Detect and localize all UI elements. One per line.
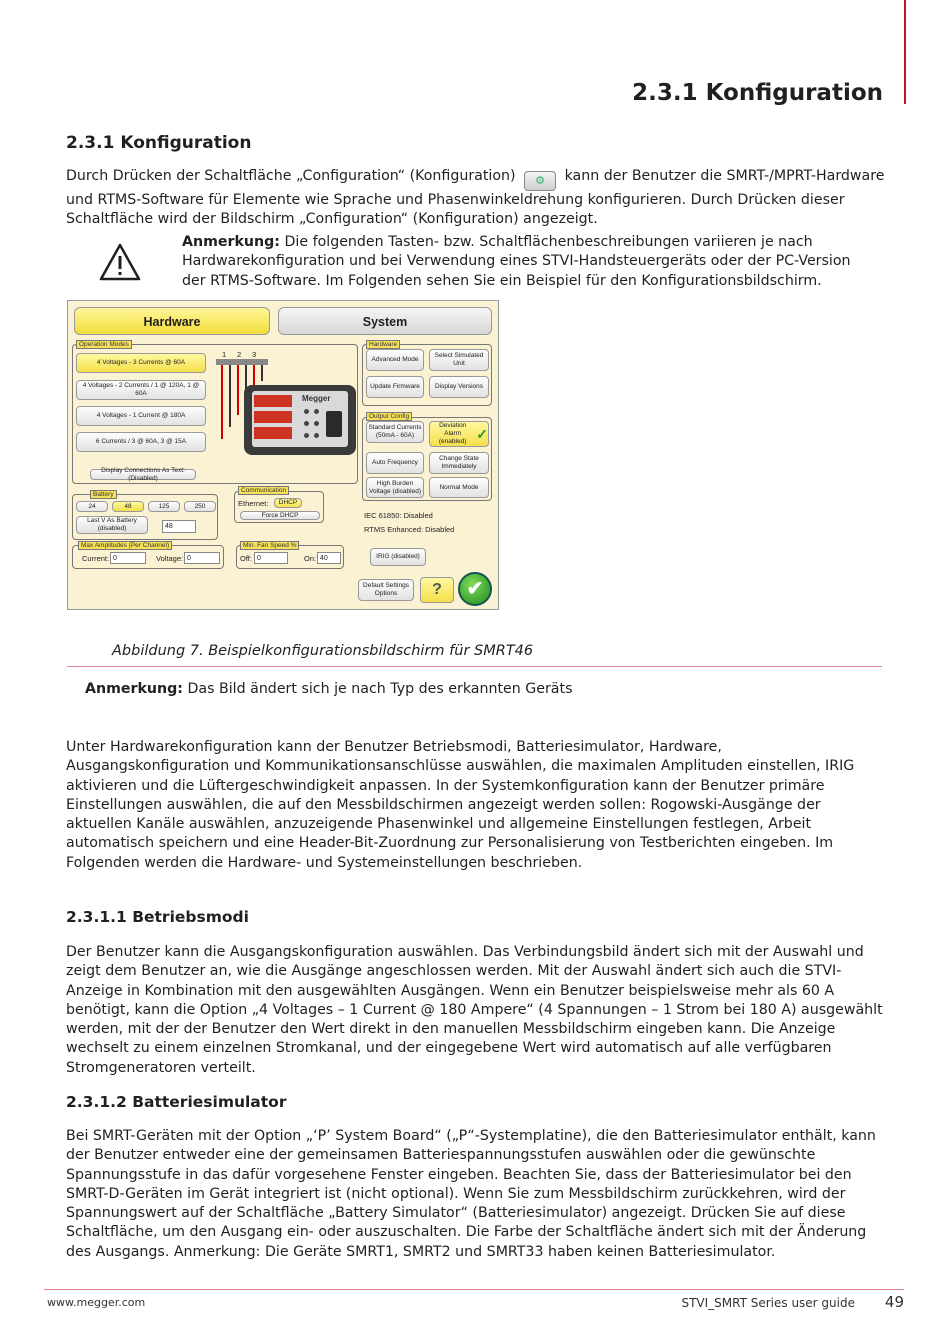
fan-speed-label: Min. Fan Speed % [240,541,299,550]
device-image [244,385,356,455]
standard-currents-button[interactable]: Standard Currents (50mA - 60A) [366,421,424,443]
display-connections-button[interactable]: Display Connections As Text: (Disabled) [90,469,196,480]
deviation-alarm-button[interactable] [429,421,489,447]
auto-frequency-button[interactable]: Auto Frequency [366,452,424,474]
batteriesimulator-heading: 2.3.1.2 Batteriesimulator [66,1093,287,1111]
fan-off-label: Off: [240,554,252,563]
fan-on-label: On: [304,554,317,563]
rtms-enhanced-status: RTMS Enhanced: Disabled [364,525,455,534]
warning-icon [98,242,142,282]
mode-button-2[interactable]: 4 Voltages - 2 Currents / 1 @ 120A, 1 @ 60A [76,380,206,400]
tab-system[interactable]: System [278,307,492,335]
tab-hardware[interactable]: Hardware [74,307,270,335]
last-v-as-battery-button[interactable]: Last V As Battery (disabled) [76,516,148,534]
voltage-label: Voltage: [156,554,184,563]
header-accent-rule [904,0,906,104]
max-amplitudes-label: Max Amplitudes (Per Channel) [78,541,172,550]
communication-label: Communication [238,486,289,495]
mode-button-4[interactable]: 6 Currents / 3 @ 60A, 3 @ 15A [76,432,206,452]
select-simulated-unit-button[interactable]: Select Simulated Unit [429,349,489,371]
footer-guide-title: STVI_SMRT Series user guide [681,1296,855,1310]
battery-label: Battery [90,490,117,499]
note-label: Anmerkung: [182,234,280,250]
betriebsmodi-heading: 2.3.1.1 Betriebsmodi [66,908,249,926]
high-burden-voltage-button[interactable]: High Burden Voltage (disabled) [366,477,424,498]
note-2-label: Anmerkung: [85,681,183,697]
default-settings-button[interactable]: Default Settings Options [358,579,414,601]
current-label: Current: [82,554,110,563]
hardware-system-paragraph: Unter Hardwarekonfiguration kann der Benutzer Betriebsmodi, Batteriesimulator, Hardware, Ausgangskonfiguration und Kommunikationsanschlüsse auswählen, die maximalen Amplituden einstellen, IRIG aktivieren und die Lüftergeschwindigkeit anpassen. In der Systemkonfiguration kann der Benutzer primäre Einstellungen auswählen, die auf den Messbildschirmen angezeigt werden sollen: Rogowski-Ausgänge der aktuellen Kanäle auswählen, anzuzeigende Phasenwinkel und allgemeine Einstellungen festlegen, Arbeit automatisch speichern und eine Header-Bit-Zuordnung zur Personalisierung von Testberichten eingeben. Im Folgenden werden die Hardware- und Systemeinstellungen beschrieben. [66,739,855,871]
normal-mode-button[interactable]: Normal Mode [429,477,489,498]
advanced-mode-button[interactable]: Advanced Mode [366,349,424,371]
battery-125-button[interactable]: 125 [148,501,180,512]
note-2-text: Das Bild ändert sich je nach Typ des erkannten Geräts [187,681,573,697]
battery-250-button[interactable]: 250 [184,501,216,512]
channel-number-1: 1 [222,350,227,359]
mode-button-1[interactable]: 4 Voltages - 3 Currents @ 60A [76,353,206,373]
intro-text-1: Durch Drücken der Schaltfläche „Configuration“ (Konfiguration) [66,168,516,184]
current-input[interactable]: 0 [110,552,146,564]
check-icon: ✓ [476,426,488,442]
voltage-input[interactable]: 0 [184,552,220,564]
configuration-screenshot [67,300,499,610]
note-block [182,233,872,291]
device-brand: Megger [302,394,331,403]
ethernet-label: Ethernet: [238,499,269,508]
operation-modes-label: Operation Modes [76,340,132,349]
mode-button-3[interactable]: 4 Voltages - 1 Current @ 180A [76,406,206,426]
battery-24-button[interactable]: 24 [76,501,108,512]
section-heading: 2.3.1 Konfiguration [66,133,252,153]
update-firmware-button[interactable]: Update Firmware [366,376,424,398]
ethernet-dhcp-button[interactable]: DHCP [274,498,302,508]
force-dhcp-button[interactable]: Force DHCP [240,511,320,520]
battery-voltage-input[interactable]: 48 [162,520,196,533]
page-number: 49 [884,1293,904,1311]
intro-text-2: kann der Benutzer die SMRT-/MPRT-Hardware und RTMS-Software für Elemente wie Sprache und Phasenwinkeldrehung konfigurieren. Durch Drücken dieser Schaltfläche wird der Bildschirm „Configuration“ (Konfiguration) angezeigt. [66,168,885,228]
help-button[interactable]: ? [420,577,454,603]
intro-paragraph [66,167,886,230]
footer-website: www.megger.com [47,1296,146,1309]
betriebsmodi-paragraph: Der Benutzer kann die Ausgangskonfiguration auswählen. Das Verbindungsbild ändert sich mit der Auswahl und zeigt dem Benutzer an, wie die Ausgänge angeschlossen werden. Mit der Auswahl ändert sich auch die STVI-Anzeige in Kombination mit den ausgewählten Ausgängen. Wenn ein Benutzer beispielsweise mehr als 60 A benötigt, kann die Option „4 Voltages – 1 Current @ 180 Ampere“ (4 Spannungen – 1 Strom bei 180 A) ausgewählt werden, mit der der Benutzer den Wert direkt in den manuellen Messbildschirm eingeben kann. Die Anzeige wechselt zu einem einzelnen Stromkanal, und der eingegebene Wert wird automatisch auf alle verfügbaren Stromgeneratoren verteilt. [66,944,883,1076]
caption-rule [67,666,882,667]
fan-on-input[interactable]: 40 [317,552,341,564]
output-config-label: Output Config [366,412,412,421]
ok-check-button[interactable]: ✔ [458,572,492,606]
deviation-alarm-label: Deviation Alarm (enabled) [438,422,467,445]
iec-61850-status: IEC 61850: Disabled [364,511,433,520]
channel-number-3: 3 [252,350,257,359]
figure-caption: Abbildung 7. Beispielkonfigurationsbildschirm für SMRT46 [112,643,534,659]
battery-48-button[interactable]: 48 [112,501,144,512]
hardware-label: Hardware [366,340,400,349]
page-header-title: 2.3.1 Konfiguration [632,80,883,106]
note-text: Die folgenden Tasten- bzw. Schaltflächenbeschreibungen variieren je nach Hardwarekonfiguration und bei Verwendung eines STVI-Handsteuergeräts oder der PC-Version der RTMS-Software. Im Folgenden sehen Sie ein Beispiel für den Konfigurationsbildschirm. [182,234,851,289]
change-state-button[interactable]: Change State Immediately [429,452,489,474]
channel-number-2: 2 [237,350,242,359]
irig-button[interactable]: IRIG (disabled) [370,548,426,566]
display-versions-button[interactable]: Display Versions [429,376,489,398]
configuration-gear-icon: ⚙ [524,171,556,191]
footer-rule [44,1289,904,1290]
note-2 [85,681,572,697]
fan-off-input[interactable]: 0 [254,552,288,564]
batteriesimulator-paragraph: Bei SMRT-Geräten mit der Option „‘P’ System Board“ („P“-Systemplatine), die den Batteriesimulator enthält, kann der Benutzer entweder eine der gemeinsamen Batteriespannungsstufen auswählen oder die gewünschte Spannungsstufe in das dafür vorgesehene Fenster eingeben. Beachten Sie, dass der Batteriesimulator bei den SMRT-D-Geräten im Gerät integriert ist (nicht optional). Wenn Sie zum Messbildschirm zurückkehren, wird der Spannungswert auf der Schaltfläche „Battery Simulator“ (Batteriesimulator) angezeigt. Drücken Sie auf diese Schaltfläche, um den Ausgang ein- oder auszuschalten. Die Farbe der Schaltfläche ändert sich mit der Änderung des Ausgangs. Anmerkung: Die Geräte SMRT1, SMRT2 und SMRT33 haben keinen Batteriesimulator. [66,1128,876,1260]
